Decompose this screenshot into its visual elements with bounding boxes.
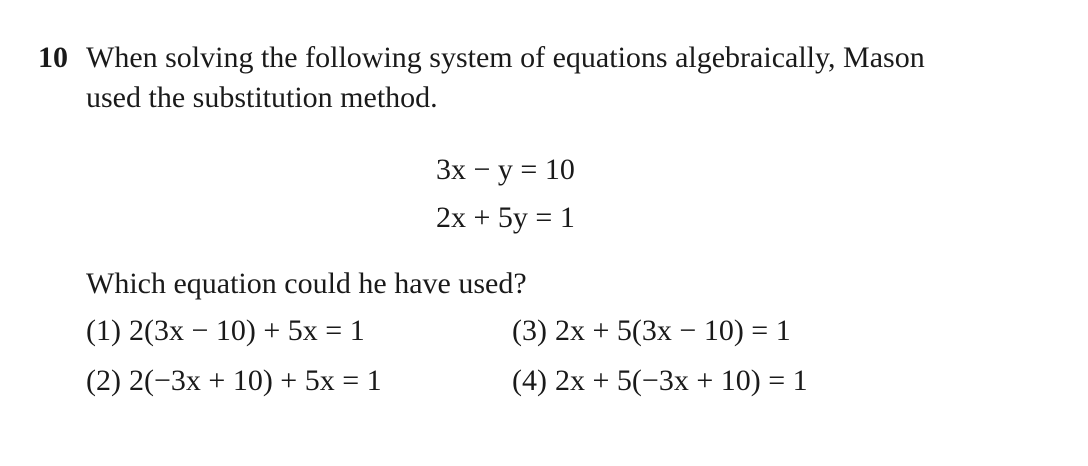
equation-1: 3x − y = 10 (436, 153, 575, 186)
choice-3[interactable] (512, 311, 791, 351)
choice-3-text: 2x + 5(3x − 10) = 1 (554, 314, 791, 347)
choice-1[interactable] (86, 311, 365, 351)
question-ask: Which equation could he have used? (86, 267, 527, 300)
choice-2-text: 2(−3x + 10) + 5x = 1 (128, 364, 382, 397)
prompt-line-1: When solving the following system of equations algebraically, Mason (86, 41, 925, 74)
equation-2: 2x + 5y = 1 (436, 201, 575, 234)
choice-4-text: 2x + 5(−3x + 10) = 1 (554, 364, 808, 397)
choice-3-label: (3) (512, 314, 547, 347)
choice-4-label: (4) (512, 364, 547, 397)
choice-1-label: (1) (86, 314, 121, 347)
question-number: 10 (38, 41, 68, 74)
choice-2-label: (2) (86, 364, 121, 397)
choice-1-text: 2(3x − 10) + 5x = 1 (128, 314, 365, 347)
choice-2[interactable] (86, 361, 382, 401)
question-prompt (86, 38, 1046, 118)
prompt-line-2: used the substitution method. (86, 81, 438, 114)
choice-4[interactable] (512, 361, 808, 401)
equation-system (436, 146, 575, 242)
